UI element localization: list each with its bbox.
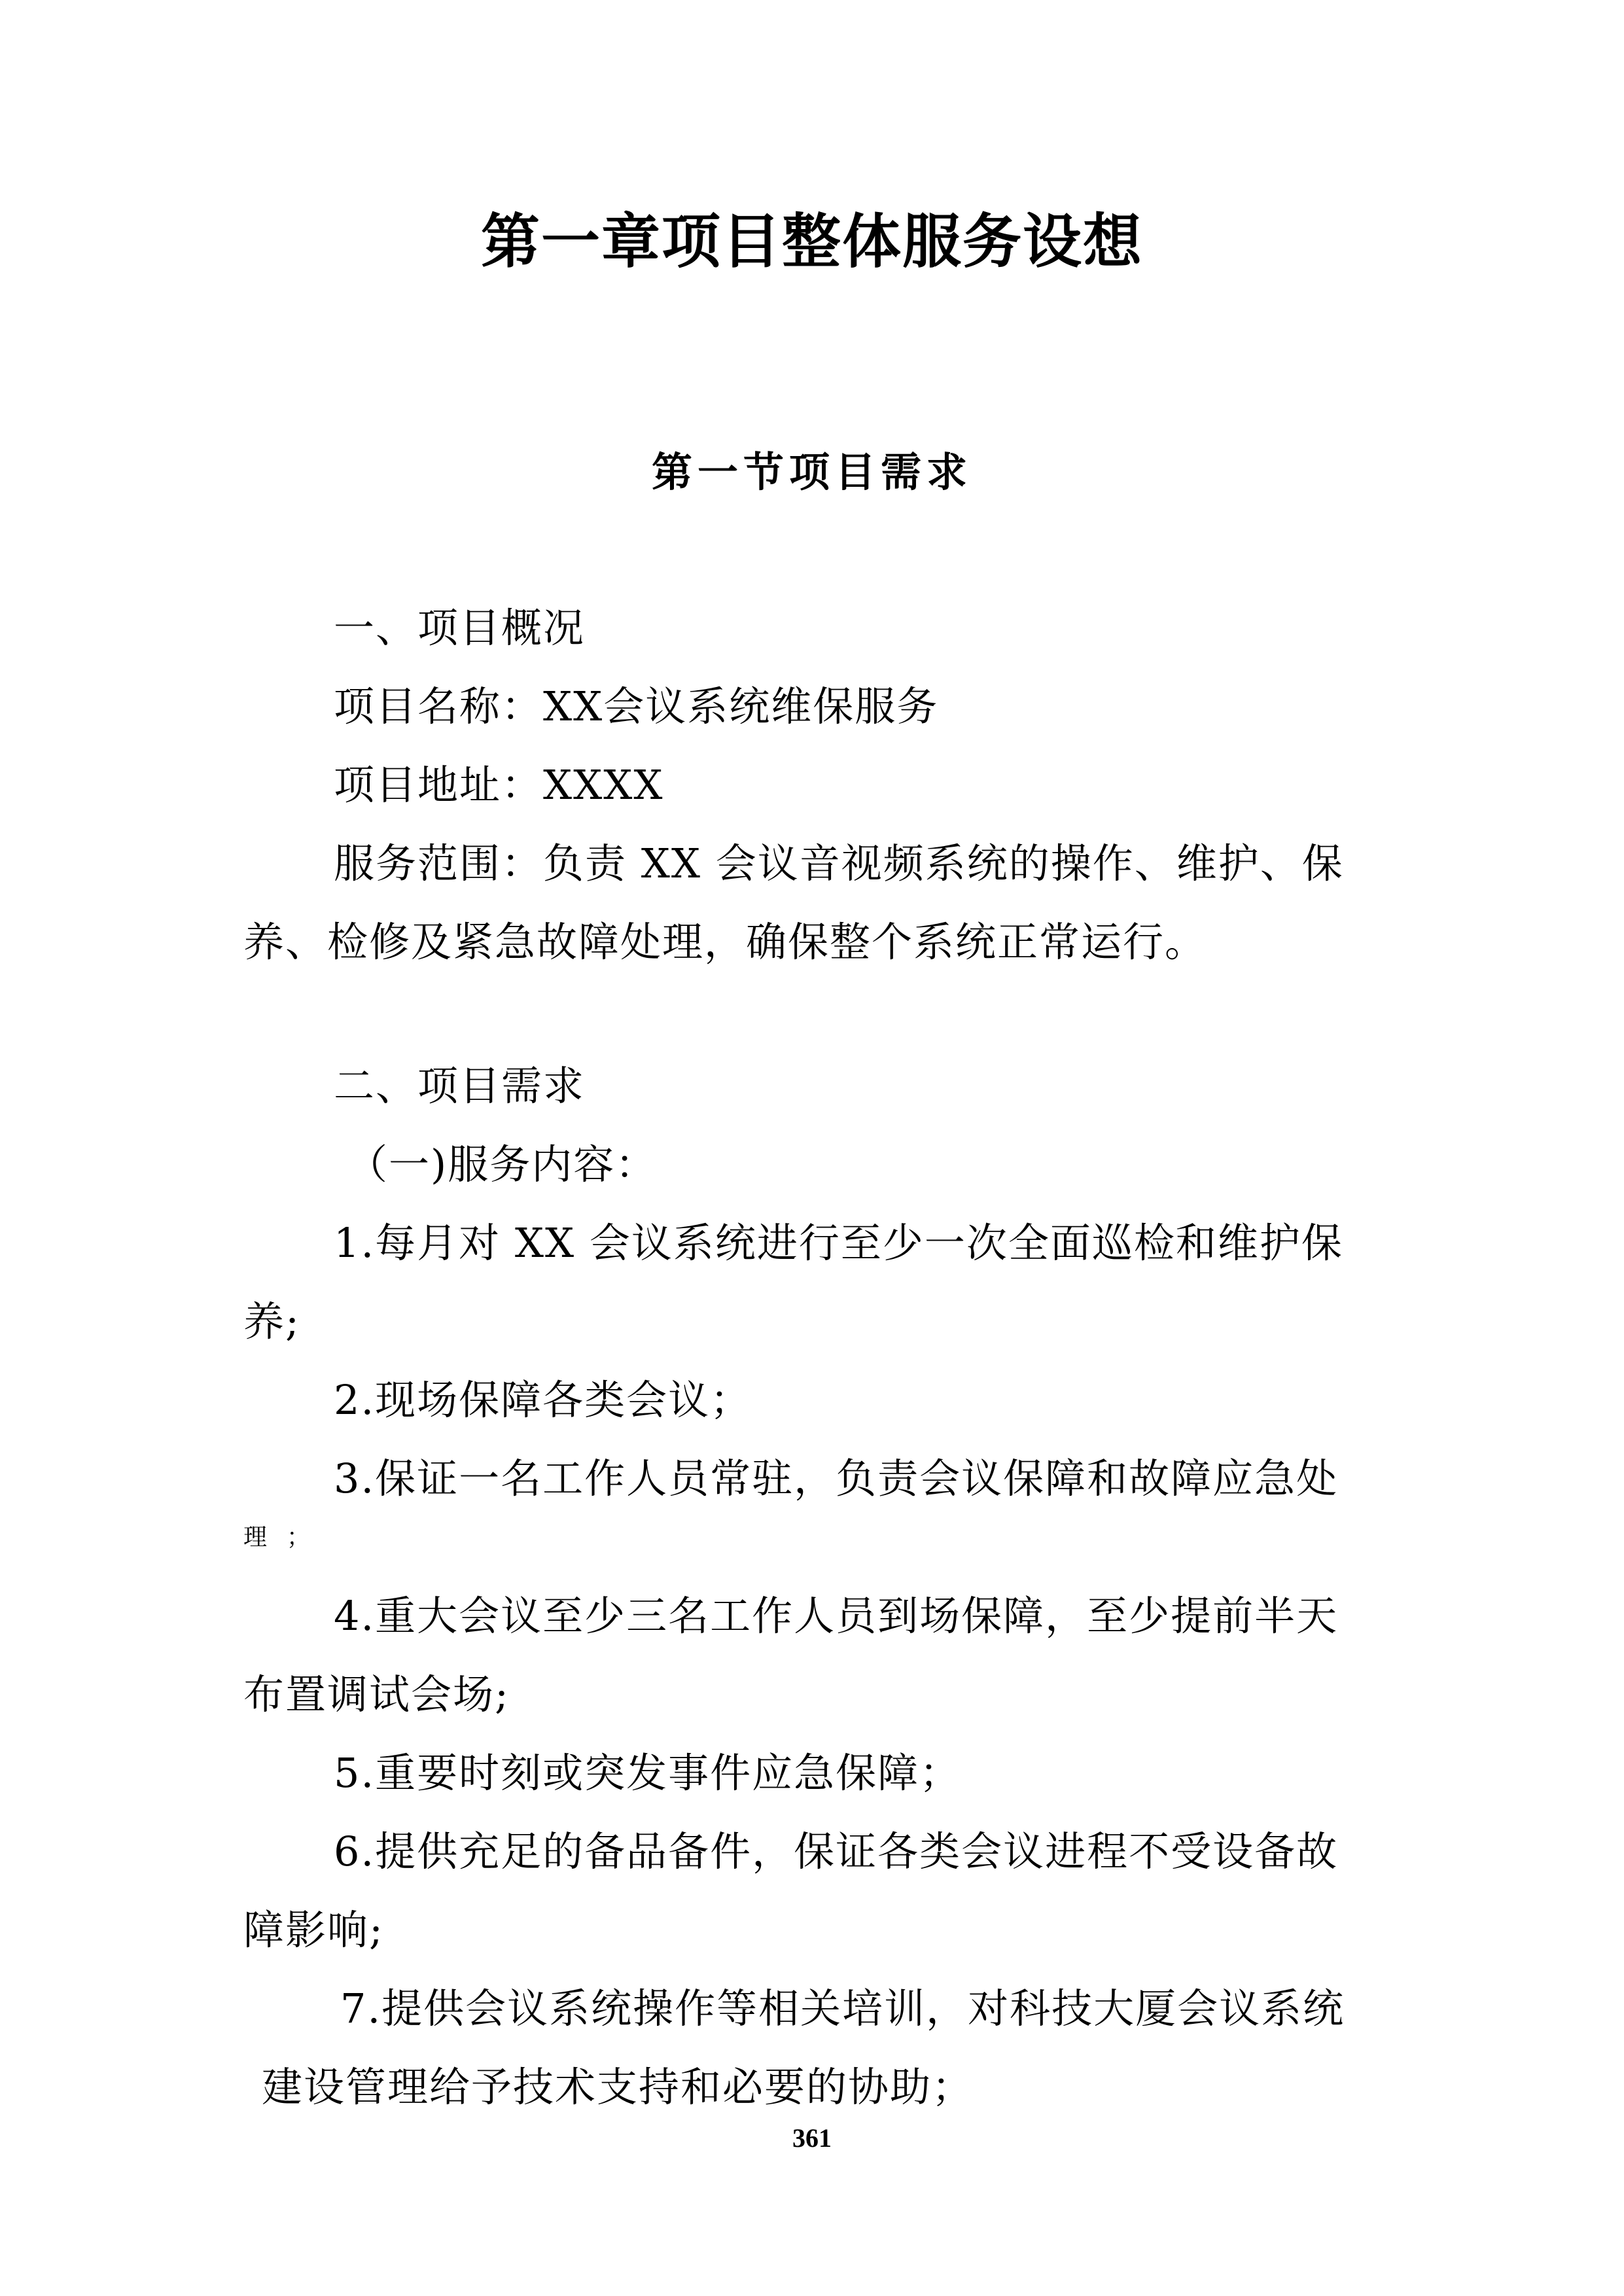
list-item-3-line-1: 3.保证一名工作人员常驻，负责会议保障和故障应急处 [334, 1455, 1339, 1502]
list-item-2: 2.现场保障各类会议； [334, 1376, 752, 1424]
project-name-line: 项目名称：XX会议系统维保服务 [334, 682, 939, 730]
list-item-7-line-2: 建设管理给予技术支持和必要的协助； [262, 2063, 974, 2111]
list-item-1-line-2: 养; [243, 1298, 300, 1345]
list-item-1-line-1: 1.每月对 XX 会议系统进行至少一次全面巡检和维护保 [334, 1219, 1343, 1267]
service-content-subheading: （一)服务内容： [347, 1140, 658, 1188]
list-item-6-line-1: 6.提供充足的备品备件，保证各类会议进程不受设备故 [334, 1828, 1339, 1875]
list-item-5: 5.重要时刻或突发事件应急保障； [334, 1749, 962, 1797]
service-scope-line-2: 养、检修及紧急故障处理，确保整个系统正常运行。 [243, 918, 1207, 966]
requirements-heading: 二、项目需求 [334, 1062, 586, 1110]
list-item-7-line-1: 7.提供会议系统操作等相关培训，对科技大厦会议系统 [340, 1985, 1345, 2032]
section-title: 第一节项目需求 [651, 448, 972, 496]
page-number: 361 [792, 2123, 832, 2153]
chapter-title: 第一章项目整体服务设想 [481, 207, 1143, 276]
list-item-3-line-2: 理； [243, 1524, 330, 1551]
list-item-4-line-2: 布置调试会场; [243, 1670, 510, 1718]
overview-heading: 一、项目概况 [334, 604, 586, 652]
service-scope-line-1: 服务范围：负责 XX 会议音视频系统的操作、维护、保 [334, 839, 1344, 887]
project-address-line: 项目地址：XXXX [334, 761, 664, 809]
list-item-4-line-1: 4.重大会议至少三名工作人员到场保障，至少提前半天 [334, 1592, 1339, 1640]
list-item-6-line-2: 障影响; [243, 1906, 384, 1954]
